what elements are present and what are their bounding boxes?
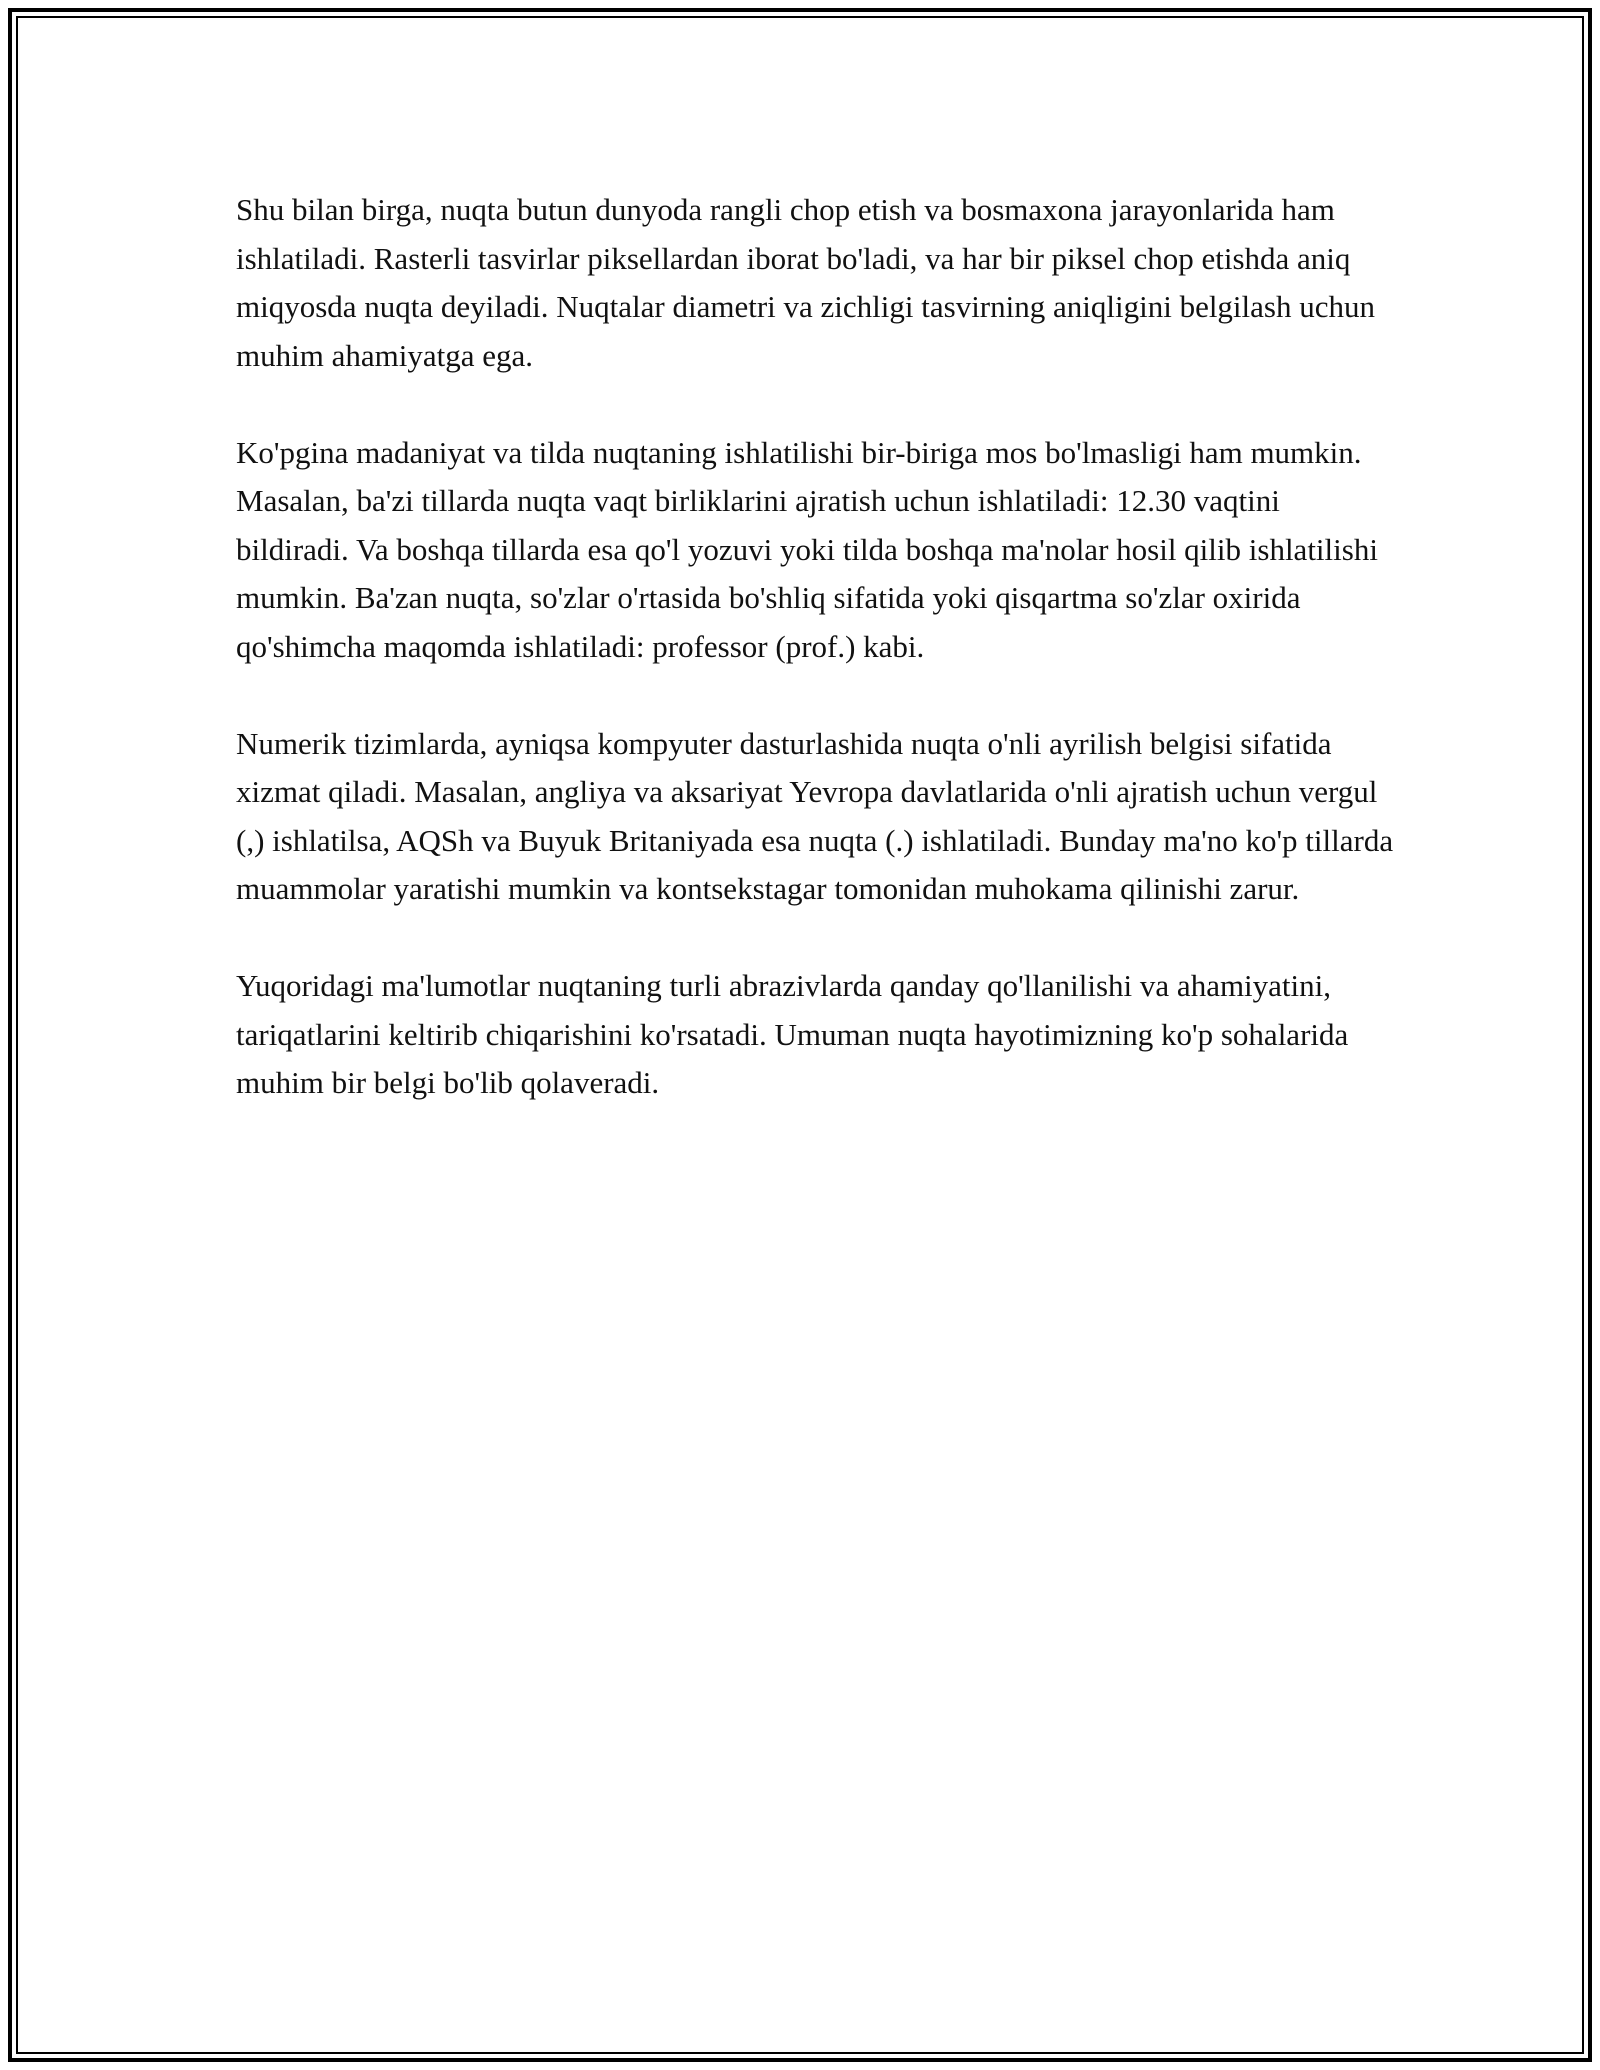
document-body <box>236 186 1396 1156</box>
paragraph-3: Numerik tizimlarda, ayniqsa kompyuter dasturlashida nuqta o'nli ayrilish belgisi sifatida xizmat qiladi. Masalan, angliya va aksariyat Yevropa davlatlarida o'nli ajratish uchun vergul (,) ishlatilsa, AQSh va Buyuk Britaniyada esa nuqta (.) ishlatiladi. Bunday ma'no ko'p tillarda muammolar yaratishi mumkin va kontsekstagar tomonidan muhokama qilinishi zarur. <box>236 725 1394 906</box>
paragraph-2: Ko'pgina madaniyat va tilda nuqtaning ishlatilishi bir-biriga mos bo'lmasligi ham mumkin. Masalan, ba'zi tillarda nuqta vaqt birliklarini ajratish uchun ishlatiladi: 12.30 vaqtini bildiradi. Va boshqa tillarda esa qo'l yozuvi yoki tilda boshqa ma'nolar hosil qilib ishlatilishi mumkin. Ba'zan nuqta, so'zlar o'rtasida bo'shliq sifatida yoki qisqartma so'zlar oxirida qo'shimcha maqomda ishlatiladi: professor (prof.) kabi. <box>236 434 1378 664</box>
paragraph-1: Shu bilan birga, nuqta butun dunyoda rangli chop etish va bosmaxona jarayonlarida ham ishlatiladi. Rasterli tasvirlar piksellardan iborat bo'ladi, va har bir piksel chop etishda aniq miqyosda nuqta deyiladi. Nuqtalar diametri va zichligi tasvirning aniqligini belgilash uchun muhim ahamiyatga ega. <box>236 192 1375 373</box>
paragraph-4: Yuqoridagi ma'lumotlar nuqtaning turli abrazivlarda qanday qo'llanilishi va ahamiyatini, tariqatlarini keltirib chiqarishini ko'rsatadi. Umuman nuqta hayotimizning ko'p sohalarida muhim bir belgi bo'lib qolaveradi. <box>236 968 1349 1100</box>
